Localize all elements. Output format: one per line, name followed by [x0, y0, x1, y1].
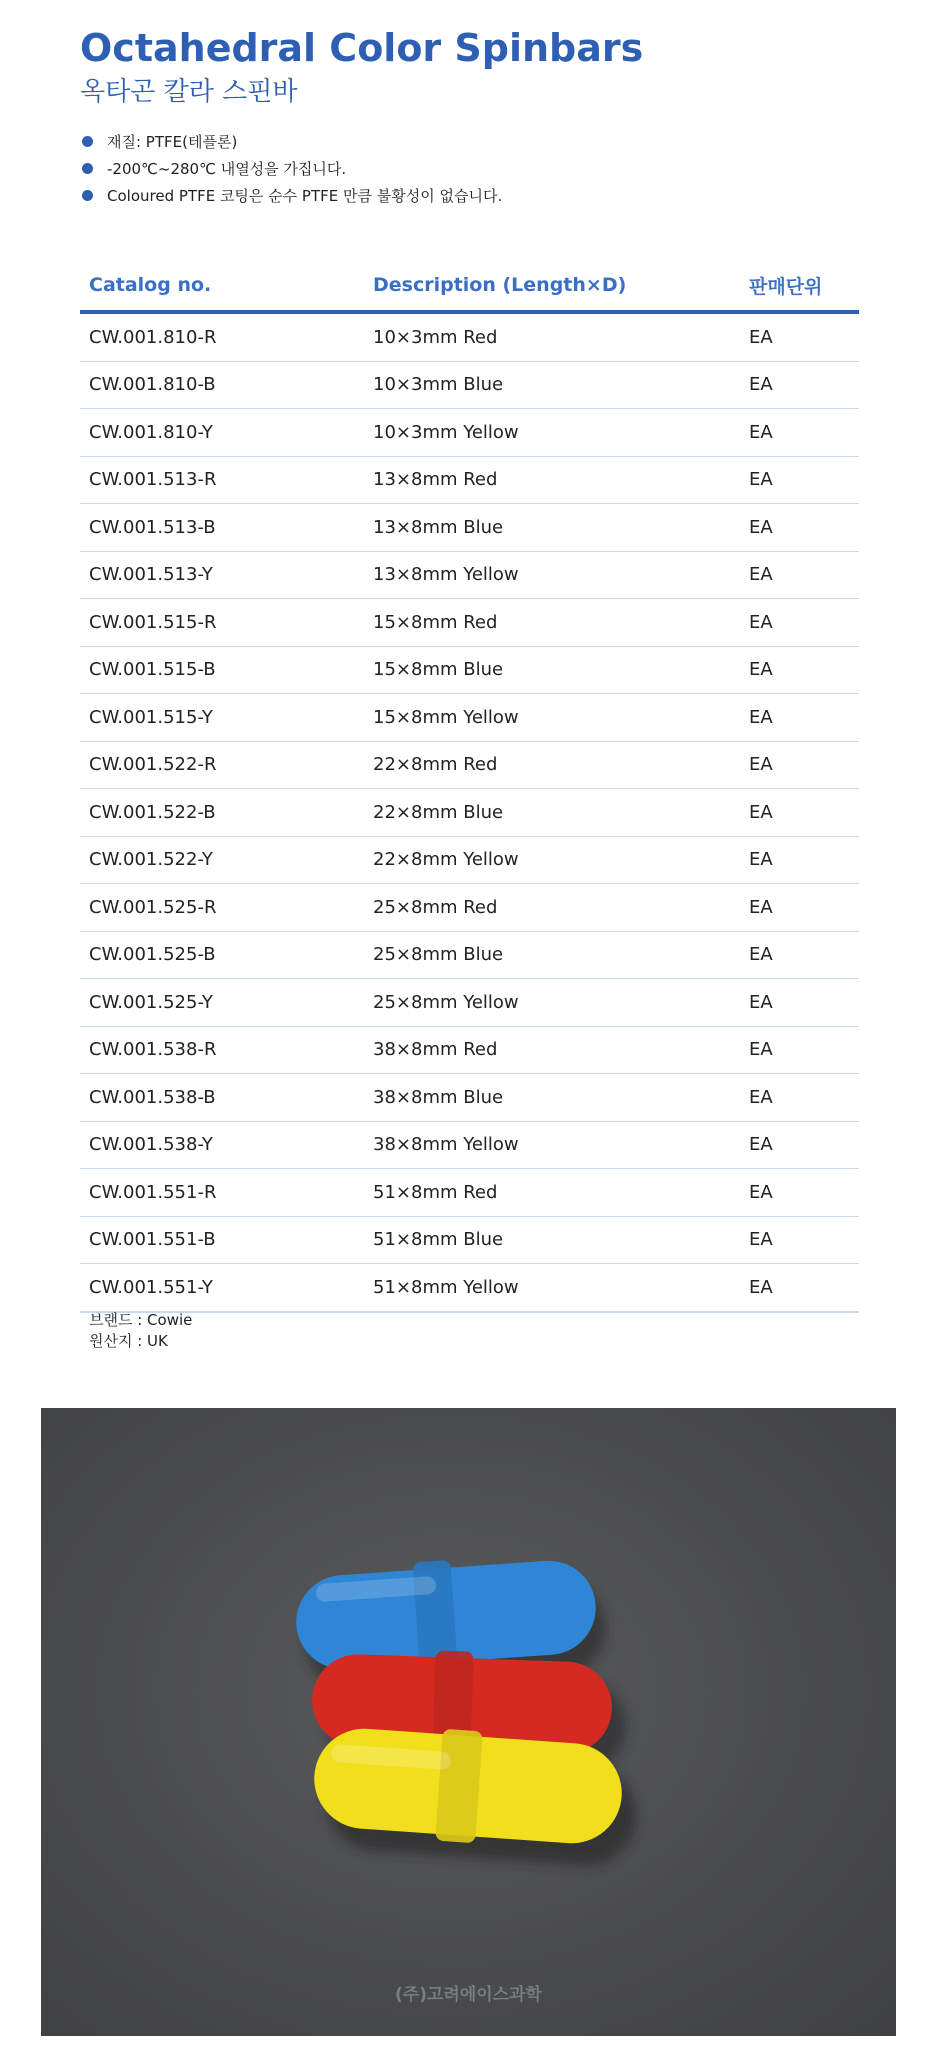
description-cell: 13×8mm Blue	[373, 516, 504, 538]
column-header-unit: 판매단위	[749, 275, 823, 298]
catalog-number-cell: CW.001.515-Y	[89, 706, 213, 728]
unit-cell: EA	[749, 991, 773, 1013]
unit-cell: EA	[749, 564, 773, 586]
unit-cell: EA	[749, 706, 773, 728]
description-cell: 51×8mm Yellow	[373, 1276, 519, 1298]
unit-cell: EA	[749, 849, 773, 871]
unit-cell: EA	[749, 1039, 773, 1061]
product-info	[89, 1310, 192, 1352]
catalog-number-cell: CW.001.810-R	[89, 326, 217, 348]
description-cell: 15×8mm Red	[373, 611, 498, 633]
description-cell: 22×8mm Blue	[373, 801, 504, 823]
catalog-number-cell: CW.001.538-R	[89, 1039, 217, 1061]
catalog-number-cell: CW.001.522-Y	[89, 849, 213, 871]
description-cell: 25×8mm Blue	[373, 944, 504, 966]
description-cell: 15×8mm Blue	[373, 659, 504, 681]
catalog-number-cell: CW.001.551-Y	[89, 1276, 213, 1298]
catalog-number-cell: CW.001.551-B	[89, 1229, 216, 1251]
table-row	[80, 789, 859, 837]
table-row	[80, 742, 859, 790]
column-header-catalog: Catalog no.	[89, 274, 212, 296]
description-cell: 13×8mm Yellow	[373, 564, 519, 586]
brand-text: 브랜드 : Cowie	[89, 1311, 193, 1329]
table-header	[80, 260, 859, 314]
description-cell: 38×8mm Blue	[373, 1086, 504, 1108]
table-row	[80, 1169, 859, 1217]
table-row	[80, 409, 859, 457]
unit-cell: EA	[749, 469, 773, 491]
table-row	[80, 694, 859, 742]
feature-item	[80, 128, 860, 155]
product-title-en: Octahedral Color Spinbars	[80, 26, 644, 70]
description-cell: 51×8mm Blue	[373, 1229, 504, 1251]
description-cell: 38×8mm Yellow	[373, 1134, 519, 1156]
feature-text: 재질: PTFE(테플론)	[107, 133, 238, 151]
catalog-table	[80, 260, 859, 1313]
unit-cell: EA	[749, 944, 773, 966]
catalog-number-cell: CW.001.515-R	[89, 611, 217, 633]
unit-cell: EA	[749, 516, 773, 538]
table-row	[80, 979, 859, 1027]
spinbars-image	[41, 1408, 896, 2036]
bullet-dot-icon	[82, 136, 93, 147]
description-cell: 15×8mm Yellow	[373, 706, 519, 728]
catalog-number-cell: CW.001.538-B	[89, 1086, 216, 1108]
catalog-number-cell: CW.001.810-B	[89, 374, 216, 396]
feature-item	[80, 182, 860, 209]
unit-cell: EA	[749, 896, 773, 918]
catalog-number-cell: CW.001.513-R	[89, 469, 217, 491]
table-row	[80, 647, 859, 695]
description-cell: 38×8mm Red	[373, 1039, 498, 1061]
unit-cell: EA	[749, 1181, 773, 1203]
unit-cell: EA	[749, 421, 773, 443]
description-cell: 10×3mm Yellow	[373, 421, 519, 443]
page-header	[80, 24, 860, 110]
unit-cell: EA	[749, 326, 773, 348]
description-cell: 22×8mm Yellow	[373, 849, 519, 871]
description-cell: 10×3mm Red	[373, 326, 498, 348]
description-cell: 13×8mm Red	[373, 469, 498, 491]
catalog-number-cell: CW.001.810-Y	[89, 421, 213, 443]
feature-list	[80, 128, 860, 209]
unit-cell: EA	[749, 1229, 773, 1251]
catalog-number-cell: CW.001.522-B	[89, 801, 216, 823]
table-row	[80, 837, 859, 885]
table-row	[80, 599, 859, 647]
catalog-number-cell: CW.001.525-R	[89, 896, 217, 918]
table-row	[80, 504, 859, 552]
product-photo	[41, 1408, 896, 2036]
table-row	[80, 884, 859, 932]
table-row	[80, 1027, 859, 1075]
table-row	[80, 314, 859, 362]
feature-item	[80, 155, 860, 182]
catalog-number-cell: CW.001.513-Y	[89, 564, 213, 586]
origin-text: 원산지 : UK	[89, 1332, 168, 1350]
table-row	[80, 457, 859, 505]
yellow-spinbar	[311, 1725, 639, 1868]
catalog-number-cell: CW.001.513-B	[89, 516, 216, 538]
description-cell: 22×8mm Red	[373, 754, 498, 776]
product-title-ko: 옥타곤 칼라 스핀바	[80, 77, 298, 107]
catalog-number-cell: CW.001.522-R	[89, 754, 217, 776]
company-watermark: (주)고려에이스과학	[395, 1985, 542, 2005]
bullet-dot-icon	[82, 163, 93, 174]
table-row	[80, 362, 859, 410]
table-row	[80, 552, 859, 600]
unit-cell: EA	[749, 1086, 773, 1108]
feature-text: -200℃~280℃ 내열성을 가집니다.	[107, 160, 347, 178]
description-cell: 51×8mm Red	[373, 1181, 498, 1203]
table-row	[80, 932, 859, 980]
table-body	[80, 314, 859, 1313]
unit-cell: EA	[749, 659, 773, 681]
description-cell: 25×8mm Red	[373, 896, 498, 918]
bullet-dot-icon	[82, 190, 93, 201]
unit-cell: EA	[749, 754, 773, 776]
description-cell: 10×3mm Blue	[373, 374, 504, 396]
table-row	[80, 1217, 859, 1265]
unit-cell: EA	[749, 801, 773, 823]
catalog-number-cell: CW.001.551-R	[89, 1181, 217, 1203]
catalog-number-cell: CW.001.525-B	[89, 944, 216, 966]
column-header-description: Description (Length×D)	[373, 274, 627, 296]
description-cell: 25×8mm Yellow	[373, 991, 519, 1013]
table-row	[80, 1122, 859, 1170]
catalog-number-cell: CW.001.525-Y	[89, 991, 213, 1013]
catalog-number-cell: CW.001.538-Y	[89, 1134, 213, 1156]
unit-cell: EA	[749, 374, 773, 396]
unit-cell: EA	[749, 1134, 773, 1156]
feature-text: Coloured PTFE 코팅은 순수 PTFE 만큼 불황성이 없습니다.	[107, 187, 503, 205]
unit-cell: EA	[749, 1276, 773, 1298]
table-row	[80, 1074, 859, 1122]
catalog-number-cell: CW.001.515-B	[89, 659, 216, 681]
table-row	[80, 1264, 859, 1313]
unit-cell: EA	[749, 611, 773, 633]
